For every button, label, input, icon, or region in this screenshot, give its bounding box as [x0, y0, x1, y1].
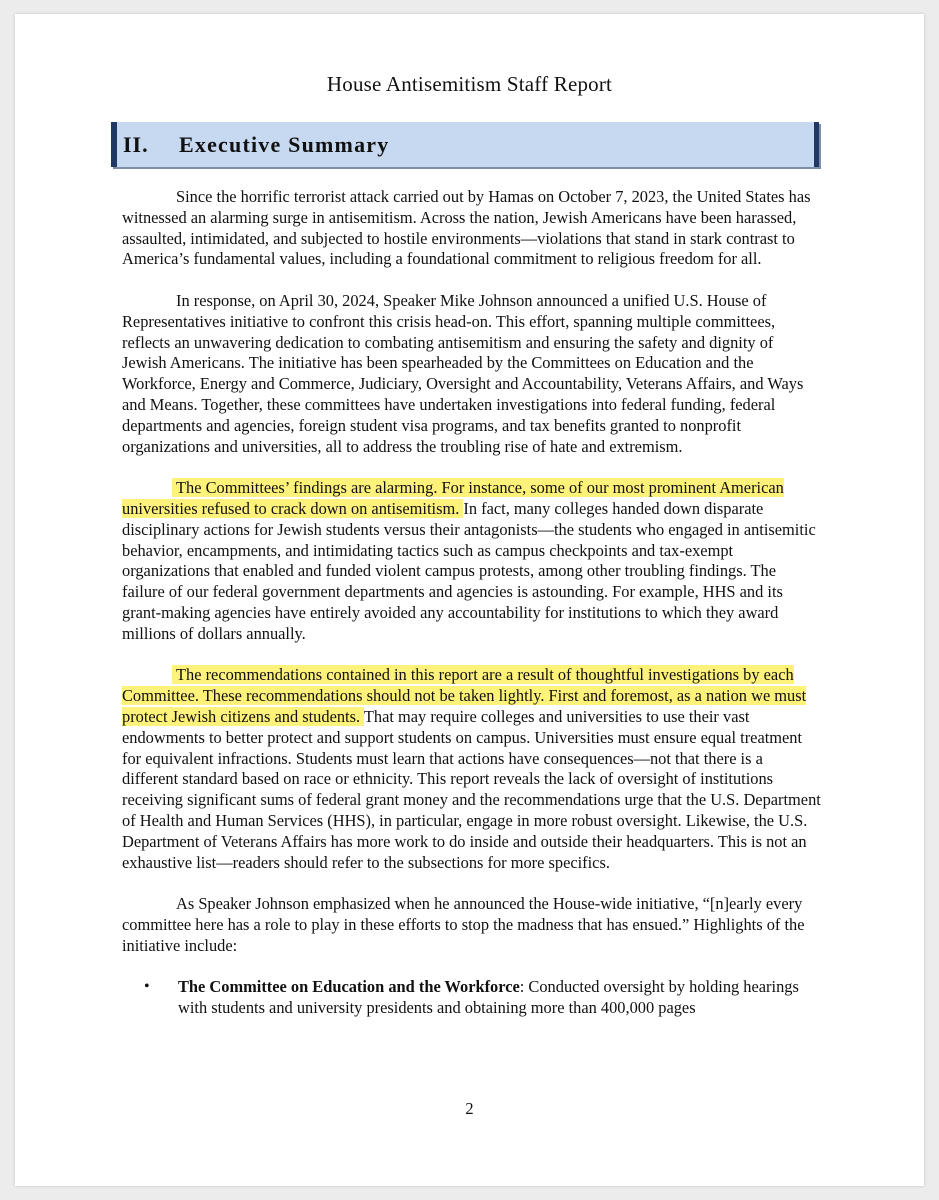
paragraph-text: That may require colleges and universities to use their vast endowments to better protect and support students on campus. Universities must ensure equal treatment for equivalent infractions. Students must learn that actions have consequences—not that there is a different standard based on race or ethnicity. This report reveals the lack of oversight of institutions receiving significant sums of federal grant money and the recommendations urge that the U.S. Department of Health and Human Services (HHS), in particular, engage in more robust oversight. Likewise, the U.S. Department of Veterans Affairs has more work to do inside and outside their headquarters. This is not an exhaustive list—readers should refer to the subsections for more specifics. — [122, 706, 821, 872]
paragraph-text: In fact, many colleges handed down disparate disciplinary actions for Jewish students versus their antagonists—the students who engaged in antisemitic behavior, encampments, and intimidating tactics such as campus checkpoints and tax-exempt organizations that enabled and funded violent campus protests, among other troubling findings. The failure of our federal government departments and agencies is astounding. For example, HHS and its grant-making agencies have entirely avoided any accountability for institutions to which they award millions of dollars annually. — [122, 498, 816, 643]
section-title: Executive Summary — [179, 131, 390, 157]
paragraph-intro: Since the horrific terrorist attack carried out by Hamas on October 7, 2023, the United States has witnessed an alarming surge in antisemitism. Across the nation, Jewish Americans have been harassed, assaulted, intimidated, and subjected to hostile environments—violations that stand in stark contrast to America’s fundamental values, including a foundational commitment to religious freedom for all. — [122, 187, 811, 269]
bullet-lead: The Committee on Education and the Workforce — [178, 977, 520, 997]
bullet-text — [178, 977, 822, 1019]
paragraph-highlights-intro: As Speaker Johnson emphasized when he announced the House-wide initiative, “[n]early every committee here has a role to play in these efforts to stop the madness that has ensued.” Highlights of the initiative include: — [122, 894, 805, 955]
bullet-icon: • — [144, 978, 150, 996]
highlighted-text: The recommendations contained in this report are a result of thoughtful investigations by each Committee. These recommendations should not be taken lightly. First and foremost, as a nation we must protect Jewish citizens and students. — [122, 665, 807, 726]
section-number: II. — [123, 131, 149, 157]
highlighted-text: The Committees’ findings are alarming. For instance, some of our most prominent American universities refused to crack down on antisemitism. — [122, 478, 784, 518]
document-page — [15, 14, 924, 1186]
bullet-body: : Conducted oversight by holding hearings with students and university presidents and obtaining more than 400,000 pages — [178, 977, 799, 1018]
paragraph-initiative: In response, on April 30, 2024, Speaker Mike Johnson announced a unified U.S. House of Representatives initiative to confront this crisis head-on. This effort, spanning multiple committees, reflects an unwavering dedication to combating antisemitism and ensuring the safety and dignity of Jewish Americans. The initiative has been spearheaded by the Committees on Education and the Workforce, Energy and Commerce, Judiciary, Oversight and Accountability, Veterans Affairs, and Ways and Means. Together, these committees have undertaken investigations into federal funding, federal departments and agencies, foreign student visa programs, and tax benefits granted to nonprofit organizations and universities, all to address the troubling rise of hate and extremism. — [122, 290, 804, 456]
paragraph-recommendations — [122, 665, 822, 873]
running-header: House Antisemitism Staff Report — [326, 72, 613, 96]
paragraph-findings — [122, 478, 822, 644]
bullet-item — [122, 977, 822, 1019]
page-number: 2 — [465, 1099, 474, 1118]
section-heading-banner — [111, 122, 819, 167]
body-text — [122, 187, 822, 1019]
